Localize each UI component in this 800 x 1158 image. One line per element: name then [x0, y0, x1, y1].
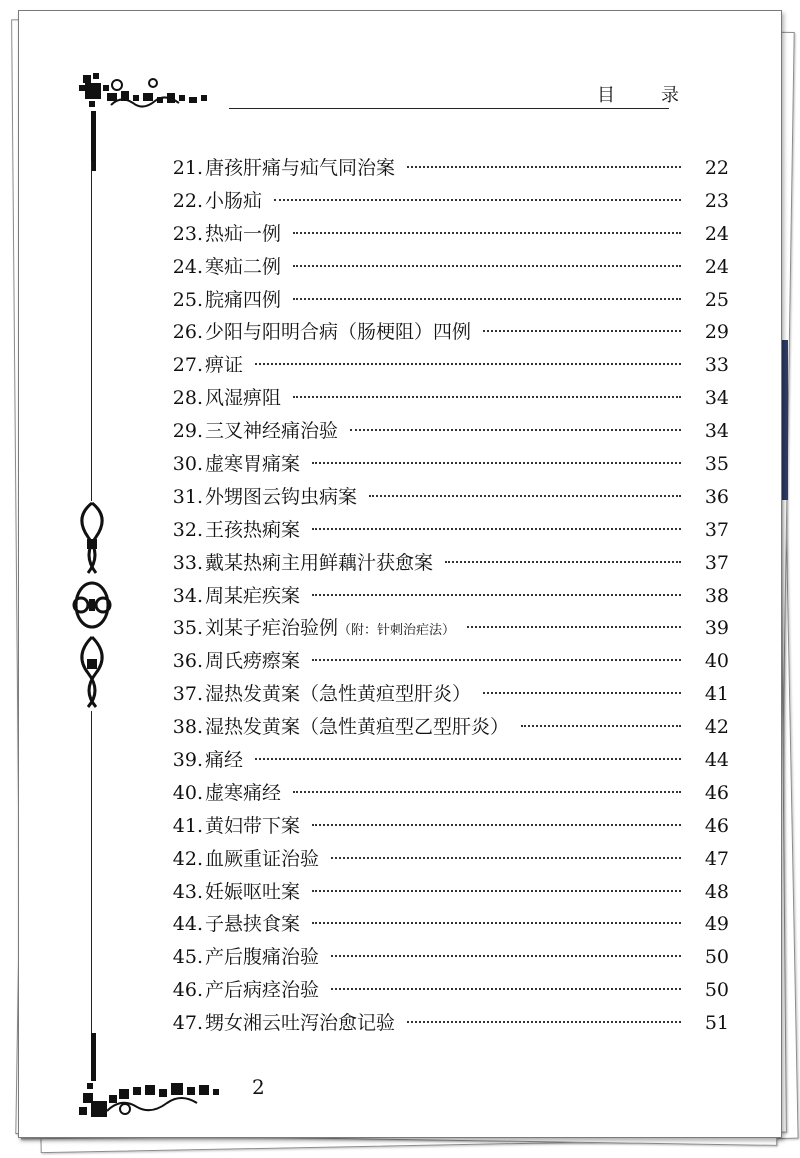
header-title: 目 录 [597, 85, 693, 106]
entry-number: 28. [172, 387, 203, 410]
entry-number: 21. [172, 157, 203, 179]
toc-entry[interactable] [169, 153, 729, 186]
entry-number: 45. [172, 946, 203, 969]
toc-entry[interactable] [169, 548, 729, 581]
entry-number: 39. [172, 749, 203, 772]
entry-title: 三叉神经痛治验 [205, 420, 339, 443]
entry-number: 33. [172, 551, 203, 574]
entry-page: 48 [704, 880, 729, 903]
dot-leader [312, 528, 681, 530]
dot-leader [312, 922, 681, 924]
entry-title: 湿热发黄案（急性黄疸型肝炎） [205, 683, 472, 706]
entry-number: 42. [172, 847, 203, 870]
dot-leader [369, 495, 681, 497]
dot-leader [407, 166, 681, 168]
entry-page: 24 [704, 255, 729, 278]
toc-entry[interactable] [169, 909, 729, 942]
dot-leader [312, 462, 681, 464]
toc-entry[interactable] [169, 745, 729, 778]
entry-number: 30. [172, 453, 203, 476]
entry-title: 刘某子疟治验例 [205, 617, 339, 640]
dot-leader [350, 429, 681, 431]
entry-number: 29. [172, 420, 203, 443]
toc-entry[interactable] [169, 712, 729, 745]
dot-leader [467, 626, 681, 628]
toc-entry[interactable] [169, 778, 729, 811]
dot-leader [331, 988, 681, 990]
entry-number: 34. [172, 584, 203, 607]
entry-page: 22 [704, 157, 729, 179]
entry-page: 42 [704, 716, 729, 739]
entry-title: 痛经 [205, 749, 244, 772]
entry-page: 50 [704, 979, 729, 1002]
dot-leader [255, 758, 681, 760]
entry-number: 44. [172, 913, 203, 936]
side-scroll-ornament [69, 499, 115, 711]
entry-title: 脘痛四例 [205, 288, 282, 311]
dot-leader [293, 396, 681, 398]
entry-number: 38. [172, 716, 203, 739]
entry-title: 黄妇带下案 [205, 814, 301, 837]
entry-title: 甥女湘云吐泻治愈记验 [205, 1012, 396, 1035]
entry-title: 风湿痹阻 [205, 387, 282, 410]
entry-number: 47. [172, 1012, 203, 1035]
toc-entry[interactable] [169, 515, 729, 548]
entry-title: 虚寒痛经 [205, 781, 282, 804]
entry-page: 24 [704, 222, 729, 245]
page-number: 2 [252, 1075, 265, 1099]
dot-leader [407, 1021, 681, 1023]
entry-page: 50 [704, 946, 729, 969]
entry-page: 36 [704, 485, 729, 508]
dot-leader [483, 330, 681, 332]
entry-number: 43. [172, 880, 203, 903]
dot-leader [312, 890, 681, 892]
dot-leader [293, 232, 681, 234]
entry-title: 周氏痨瘵案 [205, 650, 301, 673]
toc-entry[interactable] [169, 581, 729, 614]
entry-number: 26. [172, 321, 203, 344]
entry-page: 35 [704, 453, 729, 476]
entry-title: 子悬挟食案 [205, 913, 301, 936]
entry-number: 41. [172, 814, 203, 837]
entry-page: 34 [704, 387, 729, 410]
entry-title: 寒疝二例 [205, 255, 282, 278]
entry-title: 少阳与阳明合病（肠梗阻）四例 [205, 321, 472, 344]
entry-number: 32. [172, 518, 203, 541]
dot-leader [255, 363, 681, 365]
entry-number: 24. [172, 255, 203, 278]
entry-number: 37. [172, 683, 203, 706]
document-page [18, 10, 782, 1138]
entry-number: 27. [172, 354, 203, 377]
entry-page: 38 [704, 584, 729, 607]
toc-entry[interactable] [169, 252, 729, 285]
entry-title: 产后病痉治验 [205, 979, 320, 1002]
entry-title: 小肠疝 [205, 189, 263, 212]
dot-leader [293, 791, 681, 793]
entry-number: 40. [172, 781, 203, 804]
dot-leader [293, 298, 681, 300]
table-of-contents [169, 153, 729, 1041]
entry-page: 23 [704, 189, 729, 212]
entry-title: 周某疟疾案 [205, 584, 301, 607]
toc-entry[interactable] [169, 811, 729, 844]
entry-page: 51 [704, 1012, 729, 1035]
toc-entry[interactable] [169, 1008, 729, 1041]
dot-leader [331, 857, 681, 859]
entry-number: 46. [172, 979, 203, 1002]
entry-title: 虚寒胃痛案 [205, 453, 301, 476]
entry-title: 唐孩肝痛与疝气同治案 [205, 157, 396, 179]
toc-entry[interactable] [169, 482, 729, 515]
entry-page: 47 [704, 847, 729, 870]
entry-page: 44 [704, 749, 729, 772]
dot-leader [331, 955, 681, 957]
entry-page: 33 [704, 354, 729, 377]
toc-entry[interactable] [169, 449, 729, 482]
entry-title: 王孩热痢案 [205, 518, 301, 541]
entry-note: （附：针刺治疟法） [338, 623, 456, 639]
entry-page: 46 [704, 781, 729, 804]
left-rule-bottom [91, 711, 92, 1051]
toc-entry[interactable] [169, 942, 729, 975]
toc-entry[interactable] [169, 844, 729, 877]
dot-leader [521, 725, 681, 727]
entry-title: 痹证 [205, 354, 244, 377]
entry-page: 25 [704, 288, 729, 311]
corner-ornament-bottom [77, 1033, 237, 1125]
toc-entry[interactable] [169, 416, 729, 449]
toc-entry[interactable] [169, 646, 729, 679]
entry-title: 血厥重证治验 [205, 847, 320, 870]
toc-entry[interactable] [169, 877, 729, 910]
entry-title: 热疝一例 [205, 222, 282, 245]
toc-entry[interactable] [169, 186, 729, 219]
toc-entry[interactable] [169, 350, 729, 383]
entry-page: 39 [704, 617, 729, 640]
entry-page: 37 [704, 518, 729, 541]
entry-title: 湿热发黄案（急性黄疸型乙型肝炎） [205, 716, 510, 739]
dot-leader [293, 265, 681, 267]
entry-page: 46 [704, 814, 729, 837]
toc-entry[interactable] [169, 383, 729, 416]
toc-entry[interactable] [169, 613, 729, 646]
entry-page: 41 [704, 683, 729, 706]
entry-number: 25. [172, 288, 203, 311]
dot-leader [274, 199, 681, 201]
entry-title: 产后腹痛治验 [205, 946, 320, 969]
entry-number: 35. [172, 617, 203, 640]
toc-entry[interactable] [169, 975, 729, 1008]
entry-number: 31. [172, 485, 203, 508]
entry-title: 戴某热痢主用鲜藕汁获愈案 [205, 551, 434, 574]
entry-page: 49 [704, 913, 729, 936]
entry-number: 36. [172, 650, 203, 673]
dot-leader [312, 594, 681, 596]
entry-page: 40 [704, 650, 729, 673]
entry-title: 妊娠呕吐案 [205, 880, 301, 903]
entry-page: 37 [704, 551, 729, 574]
header-rule [229, 108, 669, 109]
entry-title: 外甥图云钩虫病案 [205, 485, 358, 508]
dot-leader [445, 561, 681, 563]
left-rule-top [91, 161, 92, 501]
entry-number: 23. [172, 222, 203, 245]
toc-entry[interactable] [169, 679, 729, 712]
entry-page: 34 [704, 420, 729, 443]
toc-entry[interactable] [169, 219, 729, 252]
entry-number: 22. [172, 189, 203, 212]
entry-page: 29 [704, 321, 729, 344]
toc-entry[interactable] [169, 285, 729, 318]
dot-leader [312, 659, 681, 661]
dot-leader [483, 692, 681, 694]
toc-entry[interactable] [169, 317, 729, 350]
dot-leader [312, 824, 681, 826]
